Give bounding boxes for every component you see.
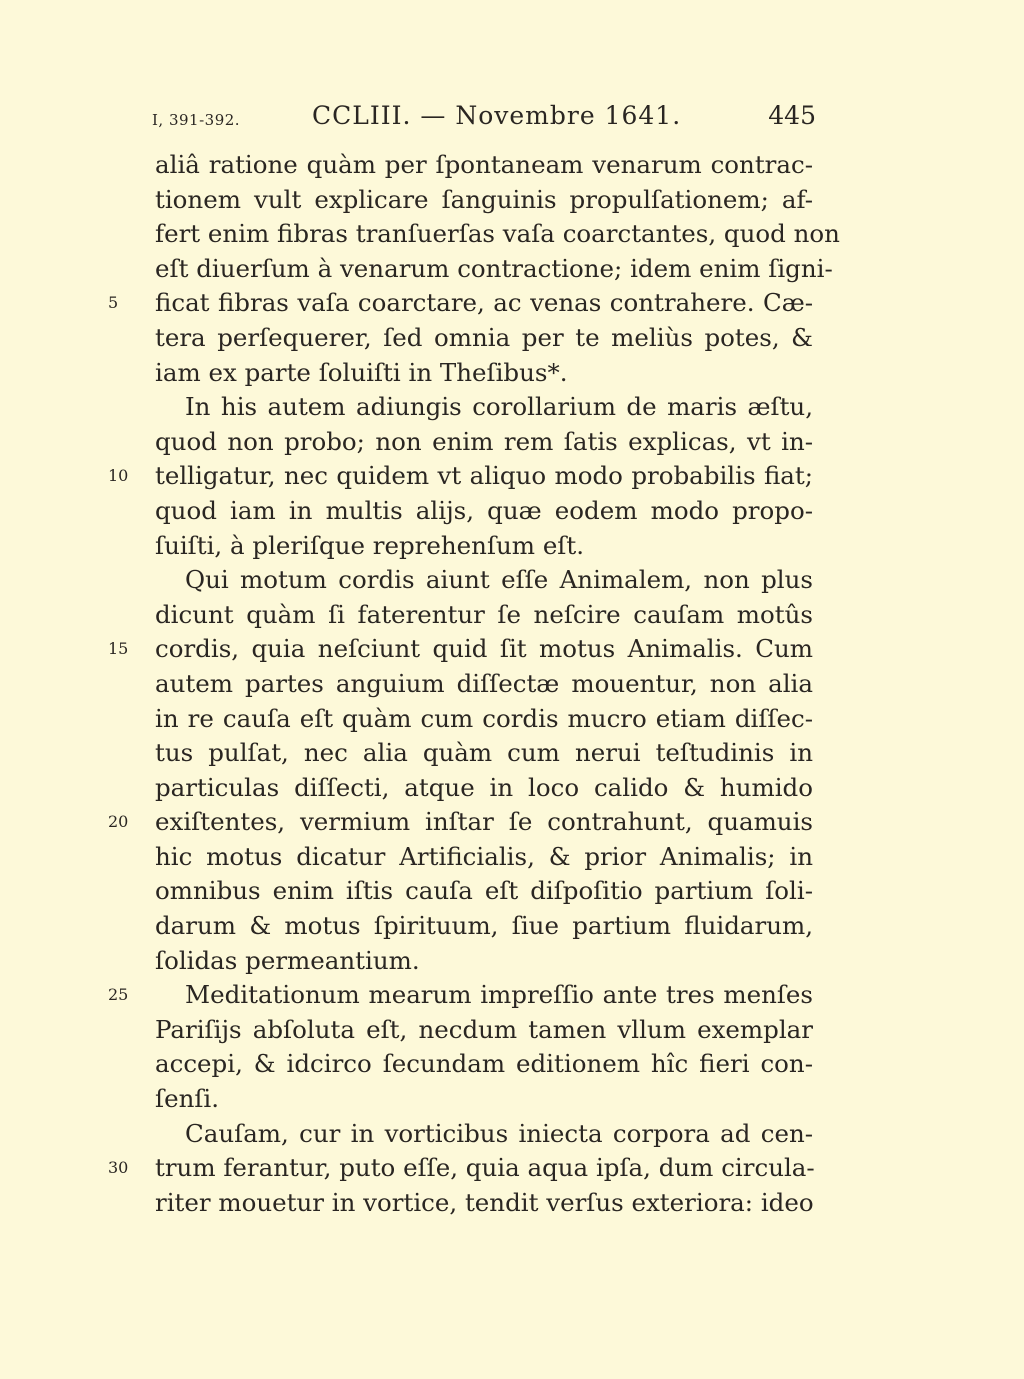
- text-line: [108, 978, 813, 1013]
- line-number: 15: [108, 639, 129, 659]
- line-text: tionem vult explicare ſanguinis propulſationem; af-: [155, 184, 813, 214]
- text-line: [155, 252, 833, 287]
- line-text: Pariſijs abſoluta eſt, necdum tamen vllum exemplar: [155, 1014, 813, 1044]
- text-line: [155, 321, 813, 356]
- line-text: ficat fibras vaſa coarctare, ac venas contrahere. Cæ-: [155, 288, 813, 318]
- line-text: omnibus enim iſtis cauſa eſt diſpoſitio partium ſoli-: [155, 876, 813, 906]
- text-line: [155, 494, 813, 529]
- line-number: 10: [108, 466, 129, 486]
- text-line: [155, 1013, 813, 1048]
- text-line: [155, 702, 813, 737]
- text-line: [155, 529, 813, 564]
- line-number: 25: [108, 985, 129, 1005]
- line-number: 30: [108, 1158, 129, 1178]
- line-text: autem partes anguium diſſectæ mouentur, non alia: [155, 668, 813, 698]
- line-text: quod non probo; non enim rem ſatis explicas, vt in-: [155, 426, 813, 456]
- line-text: eſt diuerſum à venarum contractione; idem enim ſigni-: [155, 253, 833, 283]
- line-text: Meditationum mearum impreſſio ante tres menſes: [185, 980, 813, 1010]
- text-line: [155, 1117, 813, 1152]
- text-line: [155, 1082, 813, 1117]
- line-text: iam ex parte ſoluiſti in Theſibus*.: [155, 357, 568, 387]
- text-line: [108, 632, 813, 667]
- line-text: darum & motus ſpirituum, ſiue partium fluidarum,: [155, 911, 813, 941]
- line-text: hic motus dicatur Artificialis, & prior Animalis; in: [155, 841, 813, 871]
- line-text: ſenſi.: [155, 1084, 220, 1114]
- text-line: [155, 425, 813, 460]
- line-text: aliâ ratione quàm per ſpontaneam venarum contrac-: [155, 150, 813, 179]
- line-number: 20: [108, 812, 129, 832]
- line-text: Cauſam, cur in vorticibus iniecta corpora ad cen-: [185, 1118, 813, 1148]
- line-text: fert enim fibras tranſuerſas vaſa coarctantes, quod non: [155, 219, 840, 249]
- text-line: [155, 1047, 813, 1082]
- line-text: telligatur, nec quidem vt aliquo modo probabilis fiat;: [155, 461, 813, 491]
- text-line: [155, 874, 813, 909]
- line-text: cordis, quia neſciunt quid ſit motus Animalis. Cum: [155, 634, 813, 664]
- text-line: [155, 1186, 813, 1221]
- volume-reference: I, 391-392.: [152, 111, 241, 129]
- letter-title: CCLIII. — Novembre 1641.: [312, 101, 682, 130]
- page-number: 445: [768, 101, 816, 130]
- text-line: [155, 840, 813, 875]
- text-line: [155, 183, 813, 218]
- line-text: tus pulſat, nec alia quàm cum nerui teſtudinis in: [155, 738, 813, 768]
- line-text: In his autem adiungis corollarium de maris æſtu,: [185, 392, 813, 422]
- text-line: [155, 944, 813, 979]
- text-line: [155, 148, 813, 183]
- text-line: [155, 667, 813, 702]
- line-text: quod iam in multis alijs, quæ eodem modo propo-: [155, 495, 813, 525]
- running-head: [152, 101, 816, 137]
- line-text: Qui motum cordis aiunt eſſe Animalem, non plus: [185, 565, 813, 595]
- text-line: [155, 563, 813, 598]
- line-text: accepi, & idcirco ſecundam editionem hîc fieri con-: [155, 1049, 813, 1079]
- text-line: [155, 909, 813, 944]
- line-text: in re cauſa eſt quàm cum cordis mucro etiam diſſec-: [155, 703, 813, 733]
- text-line: [155, 356, 813, 391]
- line-number: 5: [108, 293, 119, 313]
- text-line: [155, 736, 813, 771]
- body-text: [108, 148, 840, 1220]
- line-text: riter mouetur in vortice, tendit verſus exteriora: ideo: [155, 1187, 814, 1217]
- line-text: tera perſequerer, ſed omnia per te meliùs potes, &: [155, 322, 813, 352]
- text-line: [108, 286, 813, 321]
- line-text: trum ferantur, puto eſſe, quia aqua ipſa, dum circula-: [155, 1153, 815, 1183]
- line-text: exiſtentes, vermium inſtar ſe contrahunt, quamuis: [155, 807, 813, 837]
- text-line: [155, 598, 813, 633]
- text-line: [108, 459, 813, 494]
- text-line: [155, 771, 813, 806]
- text-line: [108, 1151, 815, 1186]
- text-line: [155, 390, 813, 425]
- text-line: [155, 217, 840, 252]
- line-text: dicunt quàm ſi faterentur ſe neſcire cauſam motûs: [155, 599, 813, 629]
- line-text: ſolidas permeantium.: [155, 945, 420, 975]
- line-text: particulas diſſecti, atque in loco calido & humido: [155, 772, 813, 802]
- line-text: ſuiſti, à pleriſque reprehenſum eſt.: [155, 530, 585, 560]
- text-line: [108, 805, 813, 840]
